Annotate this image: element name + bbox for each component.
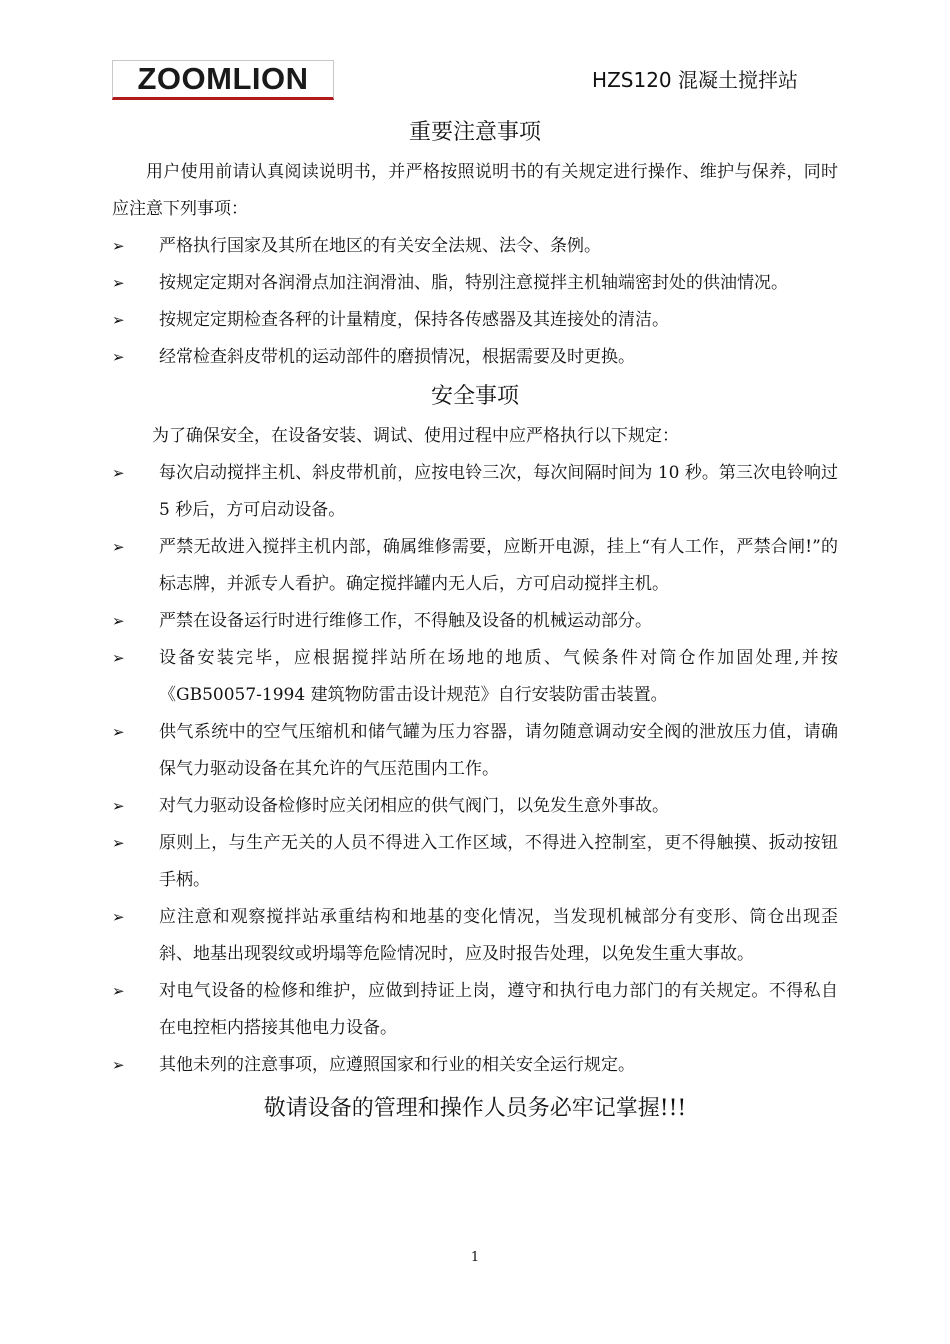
arrow-bullet-icon: ➢: [112, 908, 125, 926]
page-header: [112, 56, 838, 100]
list-item: [112, 973, 838, 1047]
page-content: [112, 112, 838, 1130]
arrow-bullet-icon: ➢: [112, 723, 125, 741]
arrow-bullet-icon: ➢: [112, 237, 125, 255]
arrow-bullet-icon: ➢: [112, 649, 125, 667]
arrow-bullet-icon: ➢: [112, 982, 125, 1000]
list-item: [112, 1047, 838, 1084]
arrow-bullet-icon: ➢: [112, 1056, 125, 1074]
list-item-text: 严格执行国家及其所在地区的有关安全法规、法令、条例。: [159, 236, 601, 256]
list-item: [112, 714, 838, 788]
list-item-text: 对电气设备的检修和维护，应做到持证上岗，遵守和执行电力部门的有关规定。不得私自在电控柜内搭接其他电力设备。: [159, 981, 838, 1038]
arrow-bullet-icon: ➢: [112, 274, 125, 292]
list-item: [112, 302, 838, 339]
list-item: [112, 455, 838, 529]
document-title: HZS120 混凝土搅拌站: [592, 68, 798, 92]
list-item-text: 设备安装完毕，应根据搅拌站所在场地的地质、气候条件对筒仓作加固处理,并按《GB50057-1994 建筑物防雷击设计规范》自行安装防雷击装置。: [159, 648, 838, 705]
safety-rules-list: [112, 455, 838, 1084]
list-item-text: 应注意和观察搅拌站承重结构和地基的变化情况，当发现机械部分有变形、筒仓出现歪斜、地基出现裂纹或坍塌等危险情况时，应及时报告处理，以免发生重大事故。: [159, 907, 838, 964]
arrow-bullet-icon: ➢: [112, 538, 125, 556]
list-item: [112, 603, 838, 640]
list-item-text: 严禁无故进入搅拌主机内部，确属维修需要，应断开电源，挂上“有人工作，严禁合闸!”的标志牌，并派专人看护。确定搅拌罐内无人后，方可启动搅拌主机。: [159, 537, 838, 594]
arrow-bullet-icon: ➢: [112, 311, 125, 329]
list-item: [112, 640, 838, 714]
arrow-bullet-icon: ➢: [112, 612, 125, 630]
list-item-text: 原则上，与生产无关的人员不得进入工作区域，不得进入控制室，更不得触摸、扳动按钮手柄。: [159, 833, 838, 890]
page-number: 1: [470, 1250, 480, 1265]
list-item-text: 供气系统中的空气压缩机和储气罐为压力容器，请勿随意调动安全阀的泄放压力值，请确保气力驱动设备在其允许的气压范围内工作。: [159, 722, 838, 779]
list-item: [112, 788, 838, 825]
list-item-text: 按规定定期对各润滑点加注润滑油、脂，特别注意搅拌主机轴端密封处的供油情况。: [159, 273, 788, 293]
section-intro-important: 用户使用前请认真阅读说明书，并严格按照说明书的有关规定进行操作、维护与保养，同时应注意下列事项：: [112, 162, 838, 219]
arrow-bullet-icon: ➢: [112, 464, 125, 482]
arrow-bullet-icon: ➢: [112, 834, 125, 852]
closing-reminder: 敬请设备的管理和操作人员务必牢记掌握!!!: [263, 1096, 687, 1121]
list-item: [112, 899, 838, 973]
section-title-safety: 安全事项: [430, 384, 519, 409]
section-intro-safety: 为了确保安全，在设备安装、调试、使用过程中应严格执行以下规定：: [152, 426, 679, 446]
important-notes-list: [112, 228, 838, 376]
arrow-bullet-icon: ➢: [112, 348, 125, 366]
list-item-text: 对气力驱动设备检修时应关闭相应的供气阀门，以免发生意外事故。: [159, 796, 669, 816]
list-item-text: 严禁在设备运行时进行维修工作，不得触及设备的机械运动部分。: [159, 611, 652, 631]
arrow-bullet-icon: ➢: [112, 797, 125, 815]
list-item-text: 按规定定期检查各秤的计量精度，保持各传感器及其连接处的清洁。: [159, 310, 669, 330]
list-item-text: 其他未列的注意事项，应遵照国家和行业的相关安全运行规定。: [159, 1055, 635, 1075]
list-item-text: 每次启动搅拌主机、斜皮带机前，应按电铃三次，每次间隔时间为 10 秒。第三次电铃响过 5 秒后，方可启动设备。: [159, 463, 838, 520]
section-title-important: 重要注意事项: [408, 120, 541, 145]
list-item-text: 经常检查斜皮带机的运动部件的磨损情况，根据需要及时更换。: [159, 347, 635, 367]
list-item: [112, 339, 838, 376]
list-item: [112, 265, 838, 302]
list-item: [112, 529, 838, 603]
zoomlion-logo: ZOOMLION: [112, 60, 334, 100]
list-item: [112, 228, 838, 265]
list-item: [112, 825, 838, 899]
